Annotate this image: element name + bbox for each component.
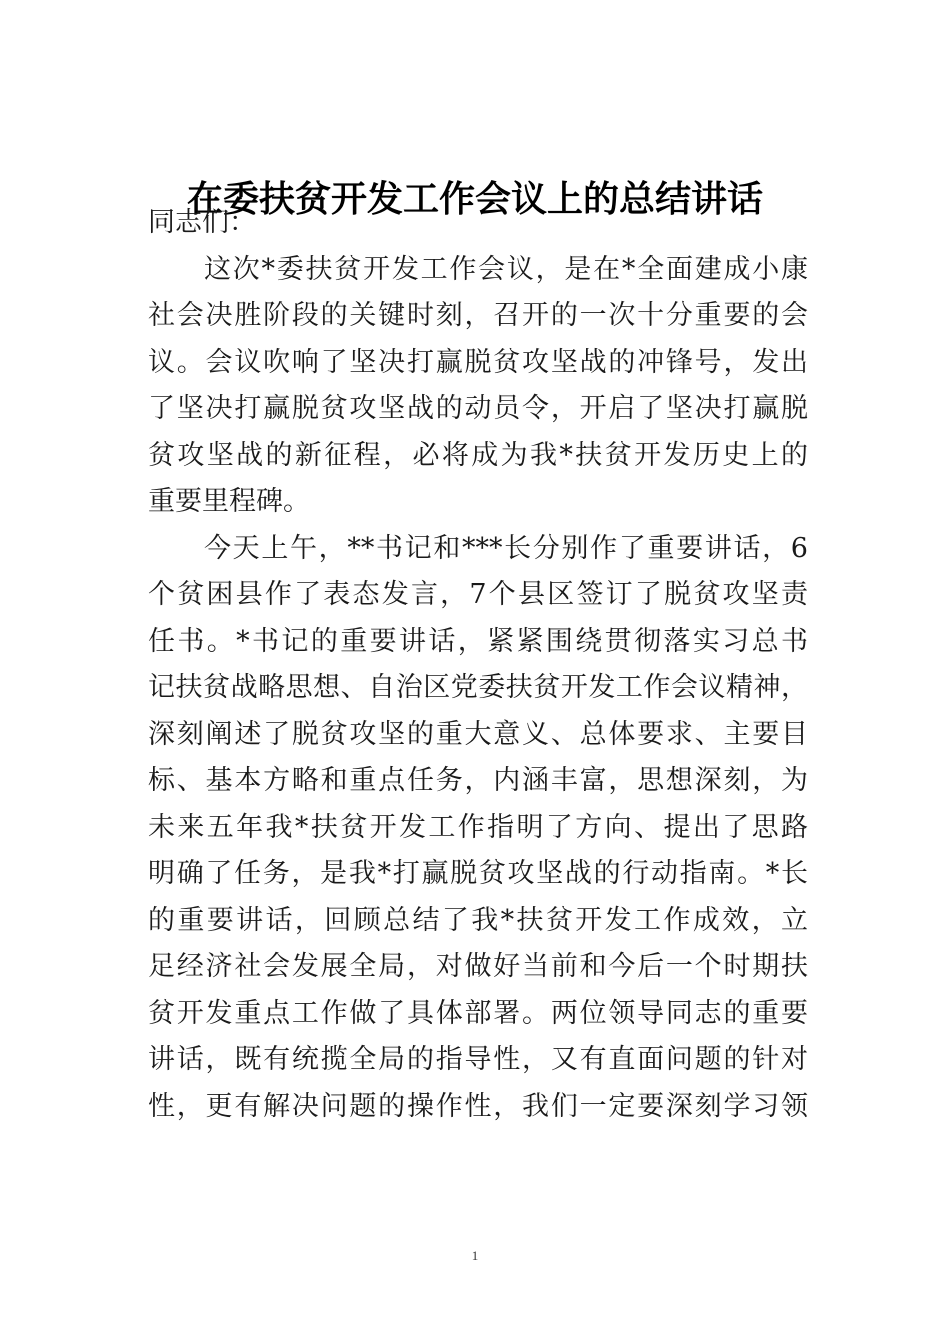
paragraph-2-line-2: 个贫困县作了表态发言，7个县区签订了脱贫攻坚责 — [148, 579, 808, 610]
paragraph-1-line-2: 社会决胜阶段的关键时刻，召开的一次十分重要的会 — [148, 300, 808, 331]
paragraph-2-line-6: 标、基本方略和重点任务，内涵丰富，思想深刻，为 — [148, 765, 808, 796]
document-body — [148, 200, 808, 1130]
document-title: 在委扶贫开发工作会议上的总结讲话 — [186, 178, 763, 220]
paragraph-2-line-1: 今天上午，**书记和***长分别作了重要讲话，6 — [204, 532, 808, 564]
paragraph-2-line-7: 未来五年我*扶贫开发工作指明了方向、提出了思路 — [148, 811, 808, 843]
paragraph-1-line-3: 议。会议吹响了坚决打赢脱贫攻坚战的冲锋号，发出 — [148, 346, 808, 378]
greeting-line: 同志们： — [148, 207, 256, 238]
paragraph-1-line-5: 贫攻坚战的新征程，必将成为我*扶贫开发历史上的 — [148, 439, 808, 471]
page-number: 1 — [471, 1248, 479, 1263]
paragraph-2-line-12: 讲话，既有统揽全局的指导性，又有直面问题的针对 — [148, 1044, 808, 1075]
paragraph-1-line-1: 这次*委扶贫开发工作会议，是在*全面建成小康 — [204, 253, 808, 285]
paragraph-2-line-9: 的重要讲话，回顾总结了我*扶贫开发工作成效，立 — [148, 904, 808, 936]
paragraph-2-line-4: 记扶贫战略思想、自治区党委扶贫开发工作会议精神， — [148, 672, 808, 703]
paragraph-2-line-8: 明确了任务，是我*打赢脱贫攻坚战的行动指南。*长 — [148, 858, 808, 889]
paragraph-1-line-4: 了坚决打赢脱贫攻坚战的动员令，开启了坚决打赢脱 — [148, 393, 808, 424]
paragraph-2-line-5: 深刻阐述了脱贫攻坚的重大意义、总体要求、主要目 — [148, 718, 808, 750]
paragraph-1-line-6: 重要里程碑。 — [148, 486, 310, 517]
paragraph-2-line-11: 贫开发重点工作做了具体部署。两位领导同志的重要 — [148, 997, 808, 1029]
paragraph-2-line-13: 性，更有解决问题的操作性，我们一定要深刻学习领 — [148, 1090, 808, 1122]
paragraph-2-line-10: 足经济社会发展全局，对做好当前和今后一个时期扶 — [148, 951, 808, 982]
paragraph-2-line-3: 任书。*书记的重要讲话，紧紧围绕贯彻落实习总书 — [148, 625, 808, 657]
